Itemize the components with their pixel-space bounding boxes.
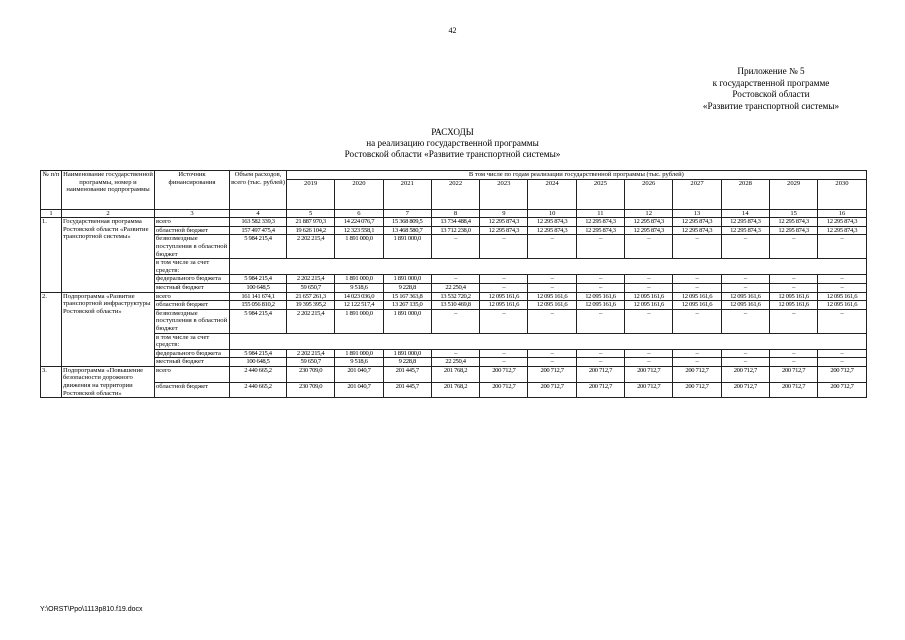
year-amount: 12 295 874,3 <box>480 218 528 227</box>
subheading-spacer <box>230 259 867 275</box>
year-amount: – <box>528 283 576 292</box>
year-amount: – <box>431 309 479 333</box>
year-amount: 15 368 809,5 <box>383 218 431 227</box>
section-number: 2. <box>41 292 62 366</box>
header-source: Источник финансирования <box>155 171 230 210</box>
year-amount: 14 224 076,7 <box>335 218 383 227</box>
year-amount: 9 518,6 <box>335 358 383 367</box>
year-amount: – <box>480 358 528 367</box>
year-amount: 12 095 161,6 <box>528 292 576 301</box>
year-amount: 12 295 874,3 <box>673 218 721 227</box>
column-index: 3 <box>155 209 230 218</box>
year-amount: – <box>480 235 528 259</box>
year-amount: 12 323 558,1 <box>335 226 383 235</box>
year-amount: 13 267 135,0 <box>383 301 431 310</box>
year-amount: 201 445,7 <box>383 382 431 398</box>
year-amount: – <box>431 235 479 259</box>
column-index: 14 <box>721 209 769 218</box>
year-amount: 230 709,0 <box>287 382 335 398</box>
year-amount: 21 657 261,3 <box>287 292 335 301</box>
year-amount: 19 626 104,2 <box>287 226 335 235</box>
header-year: 2020 <box>335 179 383 209</box>
column-index: 1 <box>41 209 62 218</box>
header-name: Наименование государственной программы, номер и наименование подпрограммы <box>62 171 155 210</box>
year-amount: 9 518,6 <box>335 283 383 292</box>
year-amount: 21 887 970,3 <box>287 218 335 227</box>
section-number: 1. <box>41 218 62 292</box>
year-amount: 200 712,7 <box>480 366 528 382</box>
year-amount: – <box>528 309 576 333</box>
year-amount: 201 768,2 <box>431 382 479 398</box>
year-amount: 9 228,8 <box>383 358 431 367</box>
year-amount: 15 167 363,8 <box>383 292 431 301</box>
year-amount: 12 295 874,3 <box>576 218 624 227</box>
year-amount: 200 712,7 <box>625 382 673 398</box>
year-amount: 12 095 161,6 <box>576 301 624 310</box>
column-index: 7 <box>383 209 431 218</box>
header-year: 2030 <box>818 179 866 209</box>
column-index: 2 <box>62 209 155 218</box>
funding-source: всего <box>155 292 230 301</box>
year-amount: 12 095 161,6 <box>480 292 528 301</box>
funding-source: местный бюджет <box>155 358 230 367</box>
column-index: 4 <box>230 209 287 218</box>
year-amount: – <box>769 275 817 284</box>
year-amount: – <box>625 283 673 292</box>
year-amount: 200 712,7 <box>528 366 576 382</box>
year-amount: 200 712,7 <box>818 366 866 382</box>
table-row <box>41 218 867 227</box>
table-row <box>41 226 867 235</box>
year-amount: 200 712,7 <box>673 382 721 398</box>
total-amount: 5 984 215,4 <box>230 349 287 358</box>
year-amount: – <box>625 235 673 259</box>
year-amount: 230 709,0 <box>287 366 335 382</box>
total-amount: 2 440 665,2 <box>230 366 287 382</box>
year-amount: – <box>673 283 721 292</box>
table-body <box>41 171 867 398</box>
year-amount: 1 891 000,0 <box>335 275 383 284</box>
section-name: Государственная программа Ростовской области «Развитие транспортной системы» <box>62 218 155 292</box>
year-amount: 201 768,2 <box>431 366 479 382</box>
year-amount: 200 712,7 <box>576 382 624 398</box>
funding-source: областной бюджет <box>155 301 230 310</box>
year-amount: – <box>721 283 769 292</box>
year-amount: 13 532 720,2 <box>431 292 479 301</box>
year-amount: – <box>818 235 866 259</box>
year-amount: – <box>721 358 769 367</box>
column-index: 13 <box>673 209 721 218</box>
year-amount: – <box>769 283 817 292</box>
year-amount: 201 445,7 <box>383 366 431 382</box>
year-amount: 200 712,7 <box>480 382 528 398</box>
year-amount: 14 023 036,0 <box>335 292 383 301</box>
year-amount: 200 712,7 <box>528 382 576 398</box>
year-amount: 12 095 161,6 <box>576 292 624 301</box>
year-amount: 12 295 874,3 <box>625 226 673 235</box>
header-year: 2028 <box>721 179 769 209</box>
year-amount: 12 295 874,3 <box>528 218 576 227</box>
table-row <box>41 382 867 398</box>
header-year: 2019 <box>287 179 335 209</box>
total-amount: 161 141 674,1 <box>230 292 287 301</box>
total-amount: 100 648,5 <box>230 358 287 367</box>
year-amount: – <box>721 349 769 358</box>
table-row <box>41 275 867 284</box>
year-amount: – <box>576 275 624 284</box>
year-amount: 12 295 874,3 <box>480 226 528 235</box>
year-amount: – <box>769 309 817 333</box>
table-row <box>41 259 867 275</box>
year-amount: 13 510 469,8 <box>431 301 479 310</box>
year-amount: 1 891 000,0 <box>335 349 383 358</box>
column-index: 15 <box>769 209 817 218</box>
year-amount: – <box>818 275 866 284</box>
section-name: Подпрограмма «Повышение безопасности дорожного движения на территории Ростовской области» <box>62 366 155 397</box>
year-amount: 12 095 161,6 <box>818 292 866 301</box>
year-amount: – <box>480 309 528 333</box>
header-year: 2022 <box>431 179 479 209</box>
year-amount: 12 095 161,6 <box>673 292 721 301</box>
year-amount: 12 295 874,3 <box>769 218 817 227</box>
total-amount: 2 440 665,2 <box>230 382 287 398</box>
year-amount: – <box>576 358 624 367</box>
year-amount: 1 891 000,0 <box>383 349 431 358</box>
year-amount: 12 095 161,6 <box>769 301 817 310</box>
year-amount: – <box>480 283 528 292</box>
header-year: 2026 <box>625 179 673 209</box>
year-amount: – <box>625 275 673 284</box>
table-row <box>41 301 867 310</box>
header-row-1 <box>41 171 867 180</box>
year-amount: 59 650,7 <box>287 358 335 367</box>
header-year: 2027 <box>673 179 721 209</box>
table-row <box>41 349 867 358</box>
funding-source: всего <box>155 366 230 382</box>
column-index: 10 <box>528 209 576 218</box>
year-amount: 12 095 161,6 <box>480 301 528 310</box>
year-amount: 201 040,7 <box>335 382 383 398</box>
year-amount: 12 295 874,3 <box>818 218 866 227</box>
year-amount: – <box>528 275 576 284</box>
year-amount: 12 295 874,3 <box>576 226 624 235</box>
year-amount: – <box>818 283 866 292</box>
year-amount: 12 295 874,3 <box>818 226 866 235</box>
year-amount: 12 095 161,6 <box>721 292 769 301</box>
year-amount: 200 712,7 <box>818 382 866 398</box>
funding-source: безвозмездные поступления в областной бюджет <box>155 235 230 259</box>
year-amount: – <box>673 349 721 358</box>
funding-source: в том числе за счет средств: <box>155 259 230 275</box>
column-index: 5 <box>287 209 335 218</box>
year-amount: 12 095 161,6 <box>769 292 817 301</box>
year-amount: – <box>625 349 673 358</box>
section-number: 3. <box>41 366 62 397</box>
year-amount: – <box>769 349 817 358</box>
total-amount: 5 984 215,4 <box>230 235 287 259</box>
table-row <box>41 358 867 367</box>
header-year: 2024 <box>528 179 576 209</box>
year-amount: 200 712,7 <box>769 366 817 382</box>
year-amount: 12 122 517,4 <box>335 301 383 310</box>
title-line-3: Ростовской области «Развитие транспортной системы» <box>344 149 561 160</box>
year-amount: 200 712,7 <box>721 366 769 382</box>
year-amount: 13 734 488,4 <box>431 218 479 227</box>
appendix-line-3: Ростовской области <box>732 89 810 99</box>
year-amount: – <box>480 349 528 358</box>
year-amount: 200 712,7 <box>576 366 624 382</box>
column-index: 9 <box>480 209 528 218</box>
total-amount: 155 056 810,2 <box>230 301 287 310</box>
year-amount: 12 095 161,6 <box>673 301 721 310</box>
year-amount: – <box>818 358 866 367</box>
total-amount: 163 582 339,3 <box>230 218 287 227</box>
title-line-2: на реализацию государственной программы <box>366 138 539 149</box>
year-amount: 2 202 215,4 <box>287 275 335 284</box>
year-amount: – <box>769 235 817 259</box>
year-amount: – <box>673 358 721 367</box>
year-amount: 9 228,8 <box>383 283 431 292</box>
appendix-line-4: «Развитие транспортной системы» <box>702 100 840 111</box>
year-amount: 201 040,7 <box>335 366 383 382</box>
table-row <box>41 309 867 333</box>
table-row <box>41 235 867 259</box>
year-amount: – <box>625 309 673 333</box>
year-amount: 12 295 874,3 <box>673 226 721 235</box>
header-index-row <box>41 209 867 218</box>
year-amount: – <box>721 275 769 284</box>
column-index: 11 <box>576 209 624 218</box>
funding-source: областной бюджет <box>155 226 230 235</box>
funding-source: федерального бюджета <box>155 275 230 284</box>
year-amount: – <box>480 275 528 284</box>
column-index: 8 <box>431 209 479 218</box>
year-amount: 12 095 161,6 <box>625 301 673 310</box>
year-amount: 12 095 161,6 <box>625 292 673 301</box>
year-amount: – <box>673 275 721 284</box>
page-number: 42 <box>448 26 457 35</box>
table-row <box>41 366 867 382</box>
year-amount: – <box>673 235 721 259</box>
year-amount: – <box>528 235 576 259</box>
section-name: Подпрограмма «Развитие транспортной инфраструктуры Ростовской области» <box>62 292 155 366</box>
total-amount: 5 984 215,4 <box>230 275 287 284</box>
year-amount: 12 295 874,3 <box>528 226 576 235</box>
header-no: № п/п <box>41 171 62 210</box>
year-amount: 12 295 874,3 <box>625 218 673 227</box>
header-years-caption: В том числе по годам реализации государственной программы (тыс. рублей) <box>287 171 867 180</box>
appendix-line-2: к государственной программе <box>712 77 830 88</box>
year-amount: 200 712,7 <box>721 382 769 398</box>
year-amount: 1 891 000,0 <box>335 309 383 333</box>
year-amount: 1 891 000,0 <box>335 235 383 259</box>
year-amount: 59 650,7 <box>287 283 335 292</box>
year-amount: 1 891 000,0 <box>383 309 431 333</box>
year-amount: – <box>818 349 866 358</box>
column-index: 6 <box>335 209 383 218</box>
table-row <box>41 283 867 292</box>
funding-source: в том числе за счет средств: <box>155 333 230 349</box>
header-year: 2025 <box>576 179 624 209</box>
file-path-footer: Y:\ORST\Ppo\1113p810.f19.docx <box>40 606 143 613</box>
year-amount: 13 468 580,7 <box>383 226 431 235</box>
year-amount: 1 891 000,0 <box>383 275 431 284</box>
year-amount: 13 712 238,0 <box>431 226 479 235</box>
column-index: 16 <box>818 209 866 218</box>
year-amount: – <box>721 309 769 333</box>
year-amount: 19 395 395,2 <box>287 301 335 310</box>
header-year: 2023 <box>480 179 528 209</box>
year-amount: 1 891 000,0 <box>383 235 431 259</box>
year-amount: 2 202 215,4 <box>287 349 335 358</box>
year-amount: 200 712,7 <box>625 366 673 382</box>
year-amount: 12 295 874,3 <box>769 226 817 235</box>
year-amount: 12 095 161,6 <box>721 301 769 310</box>
total-amount: 100 648,5 <box>230 283 287 292</box>
year-amount: – <box>576 349 624 358</box>
year-amount: – <box>673 309 721 333</box>
year-amount: 12 095 161,6 <box>528 301 576 310</box>
year-amount: – <box>769 358 817 367</box>
year-amount: – <box>721 235 769 259</box>
funding-source: всего <box>155 218 230 227</box>
title-line-1: РАСХОДЫ <box>431 127 474 137</box>
year-amount: – <box>528 349 576 358</box>
year-amount: – <box>818 309 866 333</box>
year-amount: 22 250,4 <box>431 358 479 367</box>
year-amount: 12 095 161,6 <box>818 301 866 310</box>
header-total: Объем расходов, всего (тыс. рублей) <box>230 171 287 210</box>
expenses-table <box>40 170 867 398</box>
funding-source: федерального бюджета <box>155 349 230 358</box>
header-year: 2021 <box>383 179 431 209</box>
year-amount: – <box>576 309 624 333</box>
funding-source: местный бюджет <box>155 283 230 292</box>
year-amount: 2 202 215,4 <box>287 235 335 259</box>
document-title <box>0 127 905 161</box>
header-year: 2029 <box>769 179 817 209</box>
year-amount: – <box>625 358 673 367</box>
appendix-block <box>640 66 902 112</box>
year-amount: 12 295 874,3 <box>721 226 769 235</box>
year-amount: – <box>431 275 479 284</box>
year-amount: – <box>431 349 479 358</box>
year-amount: 200 712,7 <box>769 382 817 398</box>
year-amount: 12 295 874,3 <box>721 218 769 227</box>
column-index: 12 <box>625 209 673 218</box>
funding-source: областной бюджет <box>155 382 230 398</box>
year-amount: – <box>528 358 576 367</box>
year-amount: – <box>576 235 624 259</box>
year-amount: 200 712,7 <box>673 366 721 382</box>
year-amount: 22 250,4 <box>431 283 479 292</box>
subheading-spacer <box>230 333 867 349</box>
appendix-line-1: Приложение № 5 <box>737 66 805 76</box>
table-row <box>41 292 867 301</box>
funding-source: безвозмездные поступления в областной бюджет <box>155 309 230 333</box>
total-amount: 157 497 475,4 <box>230 226 287 235</box>
total-amount: 5 984 215,4 <box>230 309 287 333</box>
year-amount: 2 202 215,4 <box>287 309 335 333</box>
table-row <box>41 333 867 349</box>
year-amount: – <box>576 283 624 292</box>
